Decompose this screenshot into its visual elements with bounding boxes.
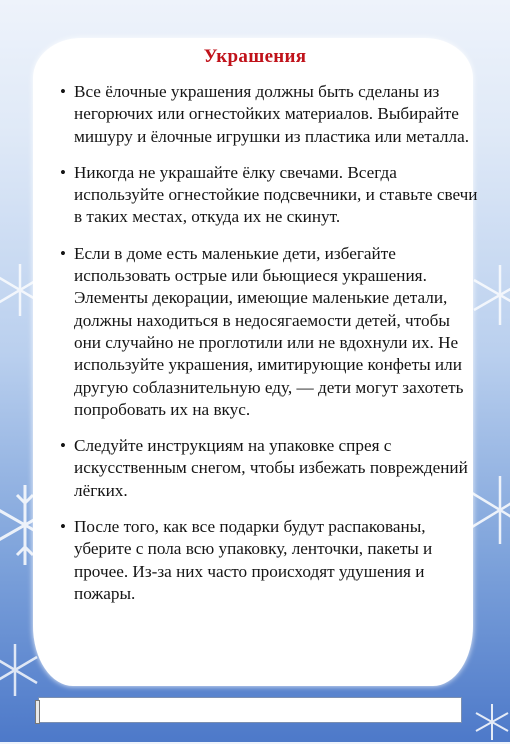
- bullet-icon: •: [60, 517, 66, 537]
- list-item-text: Все ёлочные украшения должны быть сделаны из негорючих или огнестойких материалов. Выбирайте мишуру и ёлочные игрушки из пластика или металла.: [74, 82, 470, 146]
- scroll-banner: [38, 697, 462, 723]
- list-item: [60, 162, 480, 229]
- page-title: Украшения: [203, 46, 307, 67]
- list-item-text: Никогда не украшайте ёлку свечами. Всегда используйте огнестойкие подсвечники, и ставьте свечи в таких местах, откуда их не скинут.: [74, 162, 478, 227]
- list-item: [60, 435, 480, 502]
- bullet-icon: •: [60, 436, 66, 456]
- list-item: [60, 81, 480, 148]
- snowflake-icon: [470, 700, 510, 744]
- list-item-text: Следуйте инструкциям на упаковке спрея с искусственным снегом, чтобы избежать повреждений лёгких.: [74, 436, 468, 500]
- bullet-icon: •: [60, 243, 66, 263]
- bullet-icon: •: [60, 82, 66, 101]
- list-item: [60, 243, 480, 421]
- list-item-text: После того, как все подарки будут распакованы, уберите с пола всю упаковку, ленточки, пакеты и прочее. Из-за них часто происходят удушения и пожары.: [74, 517, 433, 603]
- list-item: [60, 516, 480, 605]
- list-item-text: Если в доме есть маленькие дети, избегайте использовать острые или бьющиеся украшения. Элементы декорации, имеющие маленькие детали, должны находиться в недосягаемости детей, чтобы они случайно не проглотили или не вдохнули их. Не используйте украшения, имитирующие конфеты или другую соблазнительную еду, — дети могут захотеть попробовать их на вкус.: [74, 243, 464, 419]
- safety-list: [60, 81, 480, 619]
- bullet-icon: •: [60, 162, 66, 182]
